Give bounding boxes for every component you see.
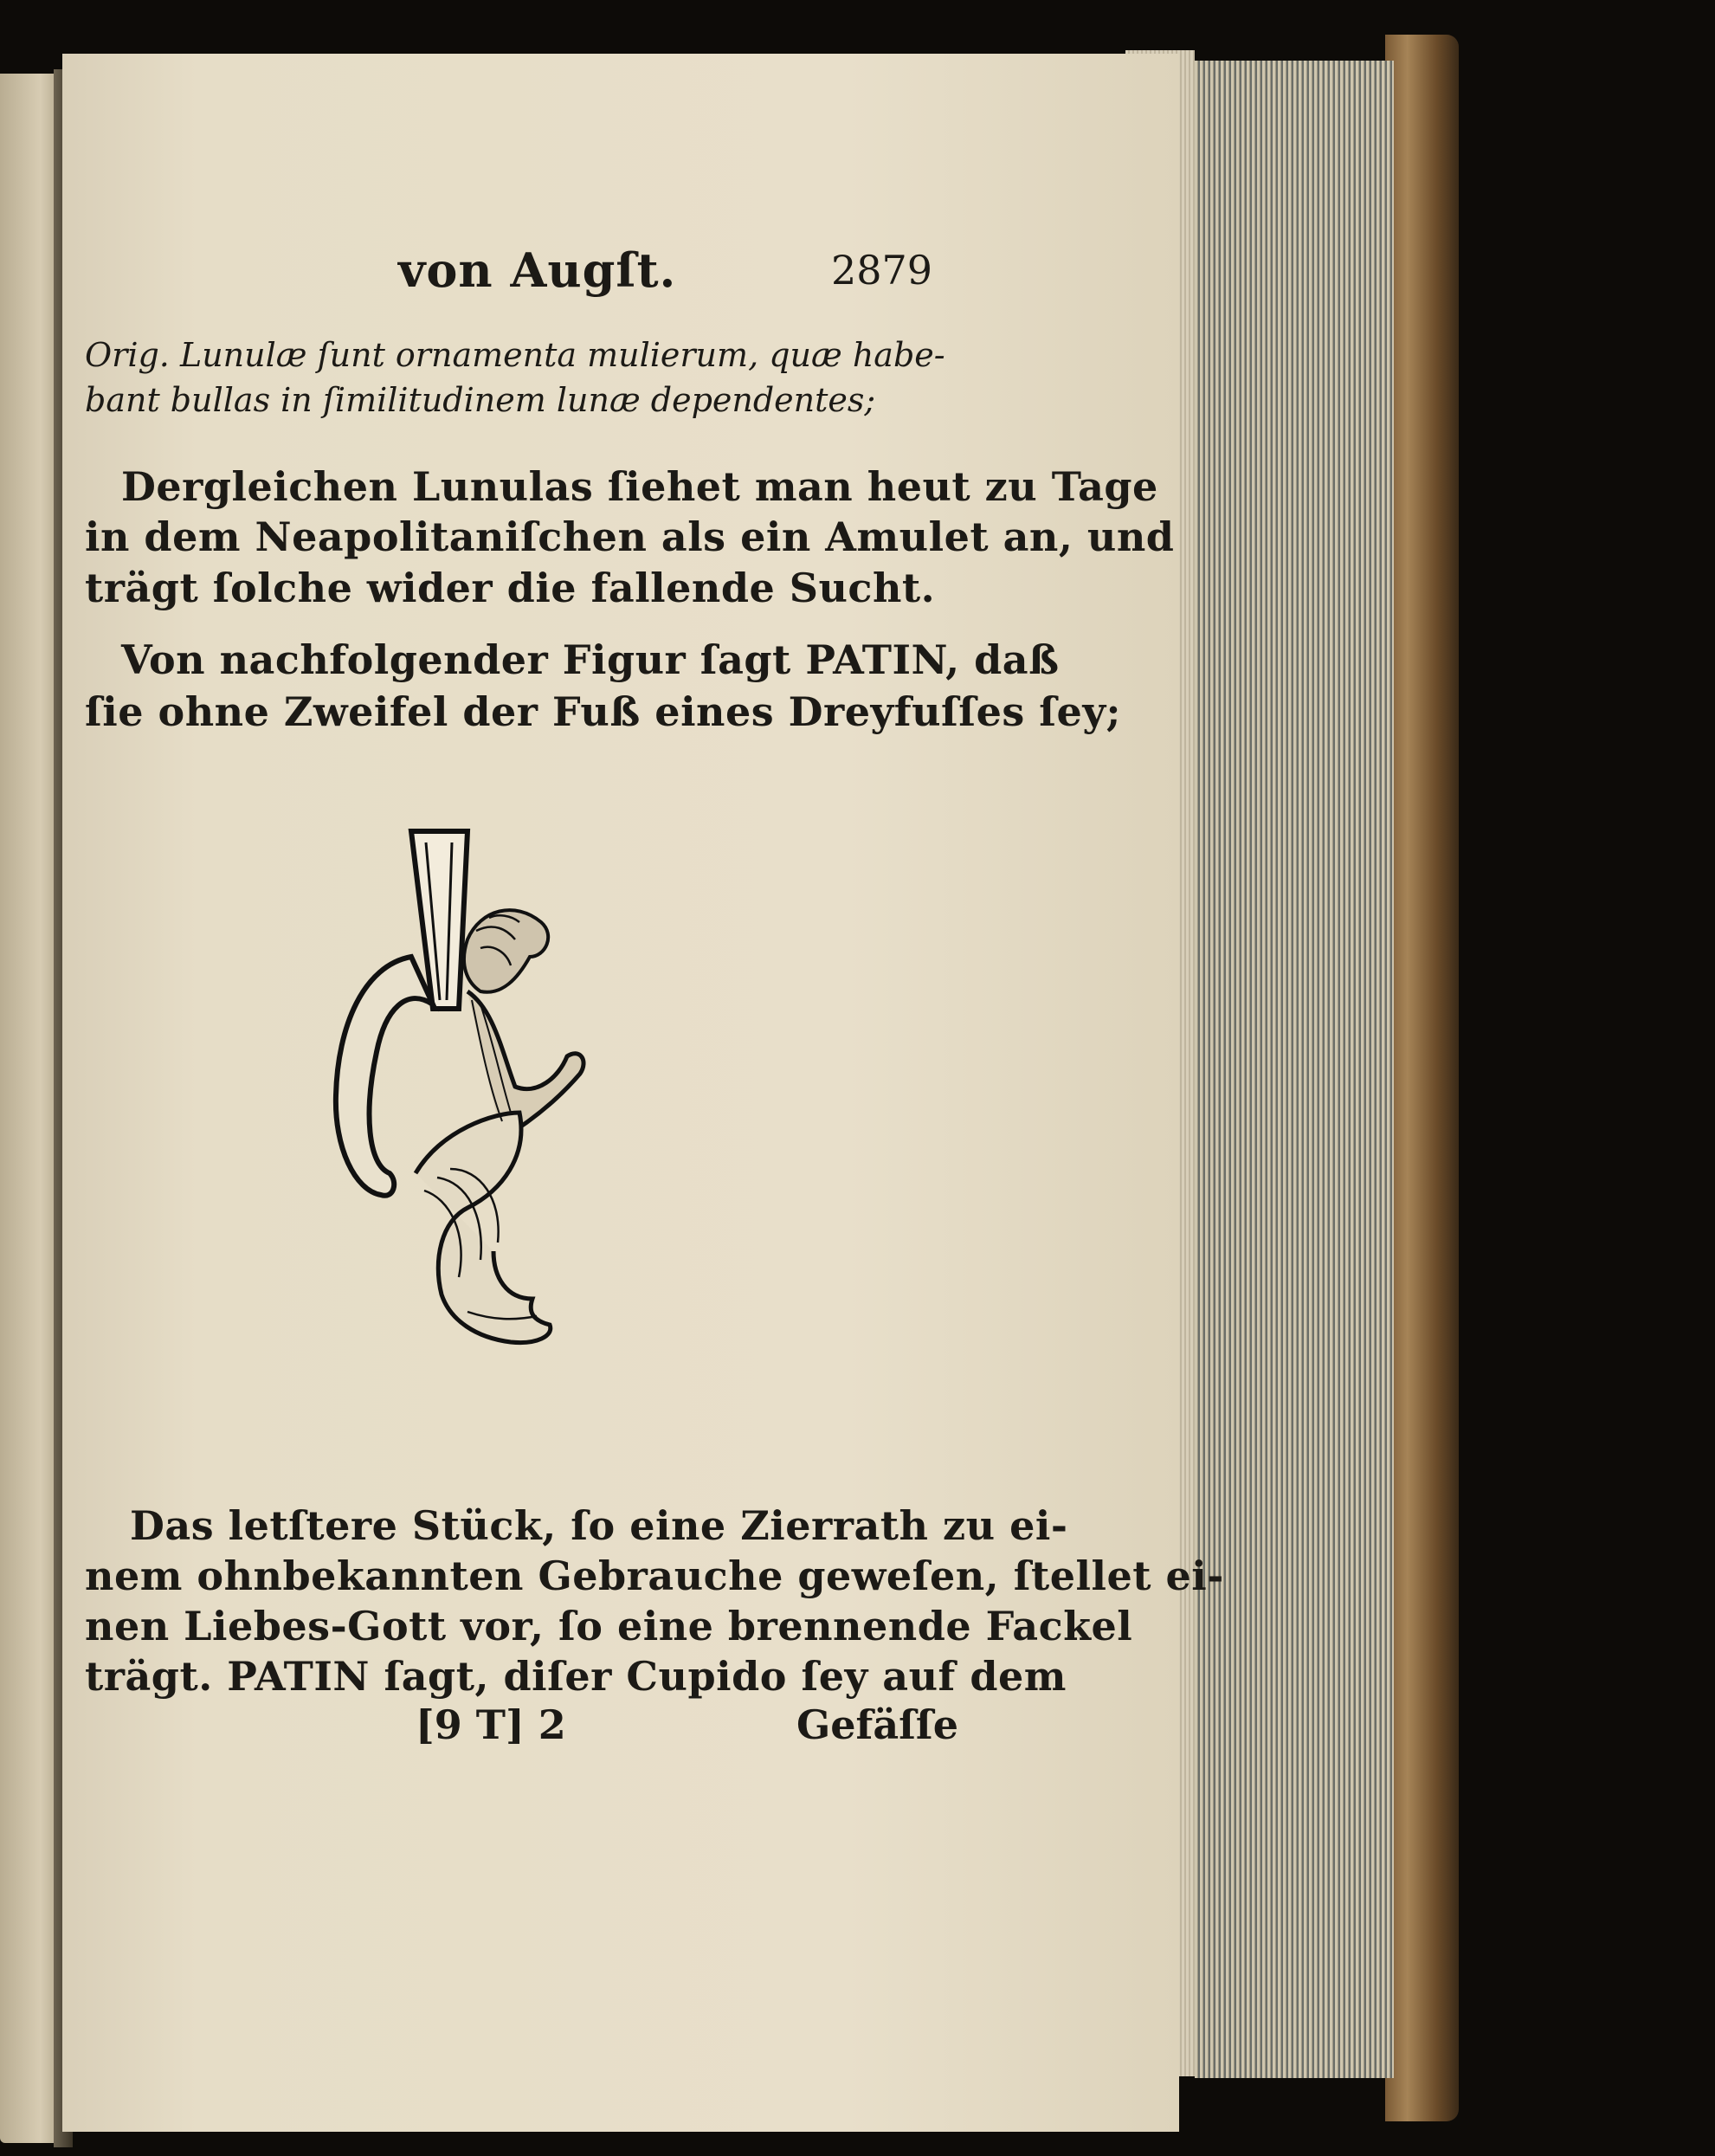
paragraph-2-line-2: ſie ohne Zweifel der Fuß eines Dreyfuſſes ſey; — [85, 688, 1122, 735]
paragraph-3-line-4: trägt. PATIN ſagt, diſer Cupido ſey auf dem — [85, 1653, 1067, 1700]
paragraph-3-line-2: nem ohnbekannten Gebrauche geweſen, ſtellet ei- — [85, 1552, 1224, 1599]
book-spine — [1385, 35, 1459, 2121]
signature-mark: [9 T] 2 — [416, 1701, 566, 1748]
paragraph-1-line-2: in dem Neapolitaniſchen als ein Amulet an, und — [85, 513, 1175, 560]
catchword: Gefäſſe — [796, 1701, 958, 1748]
paragraph-1-line-3: trägt ſolche wider die fallende Sucht. — [85, 565, 936, 611]
paragraph-3-line-3: nen Liebes-Gott vor, ſo eine brennende Fackel — [85, 1603, 1133, 1649]
paragraph-1-line-1: Dergleichen Lunulas ſiehet man heut zu Tage — [121, 463, 1158, 510]
paragraph-2-line-1: Von nachfolgender Figur ſagt PATIN, daß — [121, 636, 1060, 683]
latin-quote-line-2: bant bullas in ſimilitudinem lunæ dependentes; — [85, 381, 876, 419]
page-number: 2879 — [831, 247, 933, 294]
page-block-edge — [1195, 61, 1394, 2078]
tripod-foot-woodcut — [329, 827, 623, 1359]
running-header: von Augſt. — [398, 242, 677, 298]
paragraph-3-line-1: Das letſtere Stück, ſo eine Zierrath zu ei- — [130, 1502, 1068, 1549]
latin-quote-line-1: Orig. Lunulæ ſunt ornamenta mulierum, quæ habe- — [85, 336, 945, 374]
